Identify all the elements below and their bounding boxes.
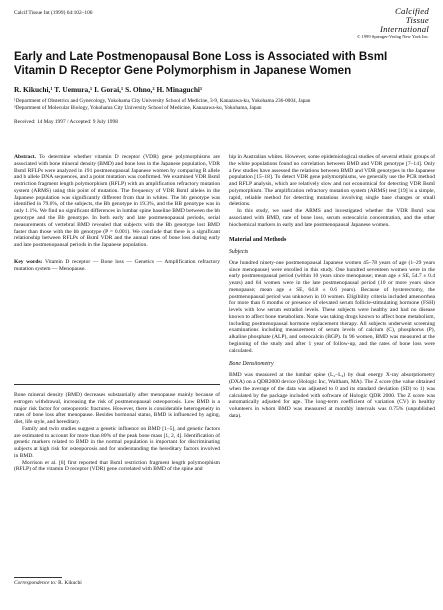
correspondence-footnote <box>14 580 82 587</box>
correspondence-name: R. Kikuchi <box>58 580 82 586</box>
logo-line-1: Calcified <box>394 6 429 16</box>
journal-citation: Calcif Tissue Int (1999) 64:102–106 <box>14 10 93 16</box>
copyright-notice: © 1999 Springer-Verlag New York Inc. <box>356 34 429 40</box>
keywords-label: Key words: <box>14 258 43 265</box>
article-title <box>14 50 429 79</box>
abstract-section <box>14 154 220 273</box>
author-list: R. Kikuchi,¹ T. Uemura,¹ I. Gorai,¹ S. Ohno,² H. Minaguchi¹ <box>14 85 203 94</box>
densitometry-paragraph: BMD was measured at the lumbar spine (L₂–L₄) by dual energy X-ray absorptiometry (DXA) on a QDR2000 device (Hologic Inc, Waltham, MA). The Z score (the value obtained when the average of the data was adjusted to 0 and its standard deviation (SD) to 1) was calculated by the package included with software of Hologic QDR 2000. The Z score was automatically adjusted for age. The long-term coefficient of variation (CV) in healthy volunteers in whom BMD was measured at monthly intervals was 0.75% (unpublished data). <box>229 372 435 419</box>
abstract-paragraph <box>14 154 220 249</box>
bone-densitometry-heading: Bone Densitometry <box>229 361 274 368</box>
intro-paragraph-3: Morrison et al. [6] first reported that BsmI restriction fragment length polymorphism (RFLP) of the vitamin D receptor (VDR) gene correlated with BMD of the spine and <box>14 459 220 473</box>
abstract-text: To determine whether vitamin D receptor (VDR) gene polymorphisms are associated with bone mineral density (BMD) and bone loss in the Japanese population, VDR BsmI RFLPs were analyzed in 191 postmenopausal Japanese women by comparing B allele and b allele DNA sequences, and a point mutation was confirmed. We examined VDR BsmI restriction fragment length polymorphism (RFLP) with an amplification refractory mutation system (ARMS) using this point of mutation. The frequency of VDR BsmI alleles in the Japanese population was significantly different from that in whites. The bb genotype was identified in 79.6%, of the subjects, the Bb genotype in 19.3%, and the BB genotype was in only 1.1%. We find no significant differences in lumbar spine baseline BMD between the bb genotype and the Bb genotype. In both early and late postmenopausal periods, serial measurements of vertebral BMD revealed that subjects with the Bb genotype lost BMD faster than those with the bb genotype (P = 0.001). We conclude that there is a significant relationship between RFLPs of BsmI VDR and the annual rates of bone loss during early and late postmenopausal periods in the Japanese population. <box>14 154 220 249</box>
title-line-2: Vitamin D Receptor Gene Polymorphism in Japanese Women <box>14 64 352 78</box>
affiliations <box>14 98 310 112</box>
logo-line-3: International <box>379 23 429 34</box>
right-paragraph-1: hip in Australian whites. However, some epidemiological studies of several ethnic groups of the white populations found no correlation between BMD and VDR genotype [7–14]. Only a few studies have assessed the relations between BMD and VDR genotypes in the Japanese population [15–18]. To detect VDR gene polymorphisms, we generally use the PCR method and RFLP analysis, which are relatively slow and not economical for detecting VDR BsmI polymorphism. The amplification refractory mutation system (ARMS) test [19] is a simple, rapid, reliable method for detecting mutations involving single base changes or small deletions. <box>229 154 435 208</box>
footnote-divider <box>14 577 62 578</box>
keywords-paragraph <box>14 259 220 273</box>
title-line-1: Early and Late Postmenopausal Bone Loss is Associated with BsmI <box>14 50 388 63</box>
keywords-text: Vitamin D receptor — Bone loss — Genetics — Amplification refractory mutation system — Menopause. <box>14 258 220 272</box>
journal-logo <box>357 7 429 40</box>
logo-line-2: Tissue <box>405 14 429 25</box>
affiliation-1: ¹Department of Obstetrics and Gynecology, Yokohama City University School of Medicine, 3-9, Kanazawa-ku, Yokohama 236-0004, Japan <box>14 98 311 104</box>
running-head <box>14 10 92 16</box>
intro-paragraph-2: Family and twin studies suggest a genetic influence on BMD [1–5], and genetic factors are estimated to account for more than 80% of the peak bone mass [1, 2, 4]. Identification of genetic markers related to BMD in the normal population is important for discriminating subjects at high risk for osteoporosis and for understanding the hereditary factors involved in BMD. <box>14 425 220 459</box>
intro-paragraph-1: Bone mineral density (BMD) decreases substantially after menopause mainly because of estrogen withdrawal, increasing the risk of postmenopausal osteoporosis. Low BMD is a major risk factor for osteoporotic fractures. However, there is considerable heterogeneity in rates of bone loss after menopause. Besides hormonal status, BMD is influenced by aging, diet, life style, and hereditary. <box>14 392 220 425</box>
subjects-paragraph: One hundred ninety-one postmenopausal Japanese women 45–78 years of age (1–29 years since menopause) were enrolled in this study. One hundred seventeen women were in the early postmenopausal period (within 10 years since menopause; mean age ± SE, 54.7 ± 0.4 years) and 64 women were in the late postmenopausal period (10 or more years since menopause; mean age ± SE, 64.8 ± 0.6 years). Because of hysterectomy, the postmenopausal period was unknown in 10 women. Eligibility criteria included amenorrhea for more than 6 months or presence of elevated serum follicle-stimulating hormone (FSH) levels with low serum estradiol levels. These subjects were healthy and had no disease known to affect bone metabolism. None was taking drugs known to affect bone metabolism, including postmenopausal hormone replacement therapy. All subjects underwent screening examinations including measurement of serum levels of calcium (C), phosphorus (P), alkaline phosphate (ALP), and osteocalcin (BGP). In 96 women, BMD was measured at the beginning of the study and after 1 year of follow-up, and the rates of bone loss were calculated. <box>229 259 435 354</box>
received-dates: Received: 14 May 1997 / Accepted: 9 July 1998 <box>14 119 118 125</box>
introduction-column <box>14 392 220 473</box>
abstract-label: Abstract. <box>14 154 37 160</box>
right-paragraph-2: In this study, we used the ARMS and investigated whether the VDR BsmI was associated with BMD, rate of bone loss, serum osteocalcin concentration, and the other biochemical markers in early and late postmenopausal Japanese women. <box>229 208 435 228</box>
correspondence-label: Correspondence to: <box>14 580 57 586</box>
right-column <box>229 154 435 420</box>
materials-methods-heading: Material and Methods <box>229 237 287 244</box>
affiliation-2: ²Department of Molecular Biology, Yokohama City University School of Medicine, Kanazawa-ku, Yokohama, Japan <box>14 104 262 111</box>
abstract-divider <box>14 384 220 385</box>
subjects-heading: Subjects <box>229 248 249 255</box>
